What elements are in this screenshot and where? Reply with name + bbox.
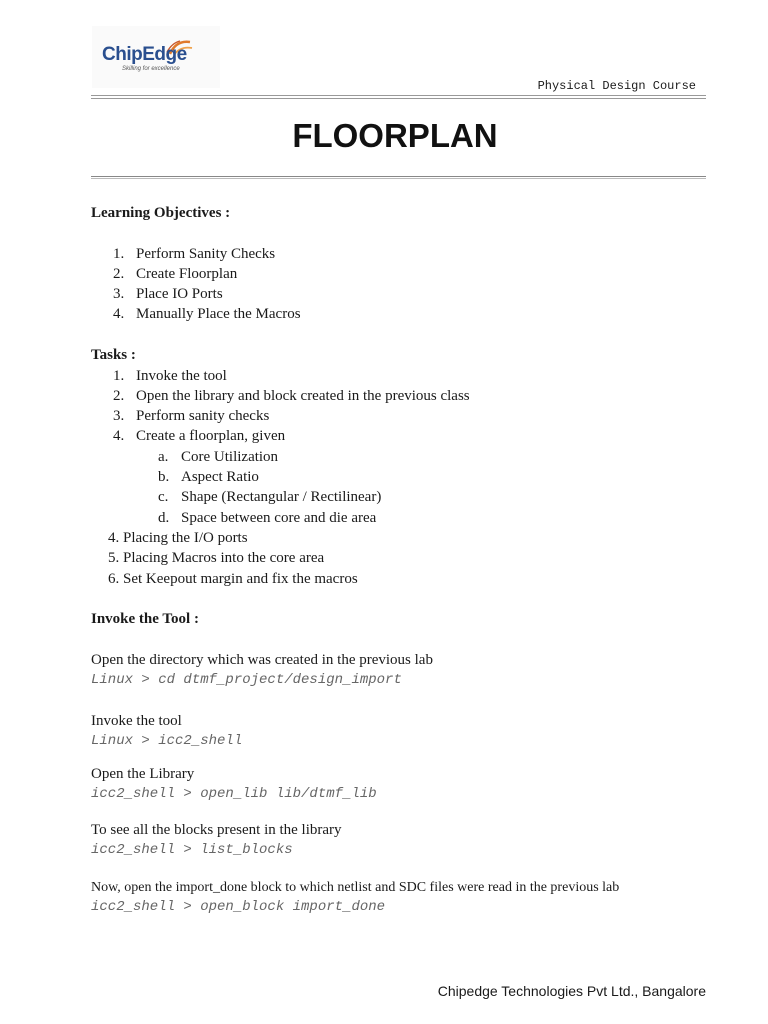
- header-divider: [91, 95, 706, 99]
- title-divider: [91, 176, 706, 179]
- step-description: To see all the blocks present in the library: [91, 822, 342, 838]
- course-name: Physical Design Course: [537, 79, 696, 93]
- step-description: Open the directory which was created in the previous lab: [91, 652, 433, 668]
- task-item: 4. Placing the I/O ports: [108, 530, 248, 546]
- step-description: Open the Library: [91, 766, 195, 782]
- logo-tagline: Skilling for excellence: [122, 66, 180, 72]
- task-item: 6. Set Keepout margin and fix the macros: [108, 571, 358, 587]
- step-description: Invoke the tool: [91, 713, 182, 729]
- page-title: FLOORPLAN: [292, 117, 498, 154]
- command-line: icc2_shell > open_block import_done: [91, 899, 386, 915]
- tasks-heading: Tasks :: [91, 347, 136, 363]
- command-line: icc2_shell > list_blocks: [91, 842, 293, 858]
- logo-name: ChipEdge: [102, 44, 187, 65]
- footer-company: Chipedge Technologies Pvt Ltd., Bangalore: [437, 983, 706, 999]
- task-item: 5. Placing Macros into the core area: [108, 550, 325, 566]
- command-line: icc2_shell > open_lib lib/dtmf_lib: [91, 786, 377, 802]
- command-line: Linux > icc2_shell: [91, 733, 243, 749]
- step-description: Now, open the import_done block to which netlist and SDC files were read in the previous lab: [91, 880, 620, 895]
- chipedge-logo: [92, 26, 220, 88]
- command-line: Linux > cd dtmf_project/design_import: [91, 672, 402, 688]
- invoke-tool-heading: Invoke the Tool :: [91, 611, 199, 627]
- learning-objectives-heading: Learning Objectives :: [91, 205, 231, 221]
